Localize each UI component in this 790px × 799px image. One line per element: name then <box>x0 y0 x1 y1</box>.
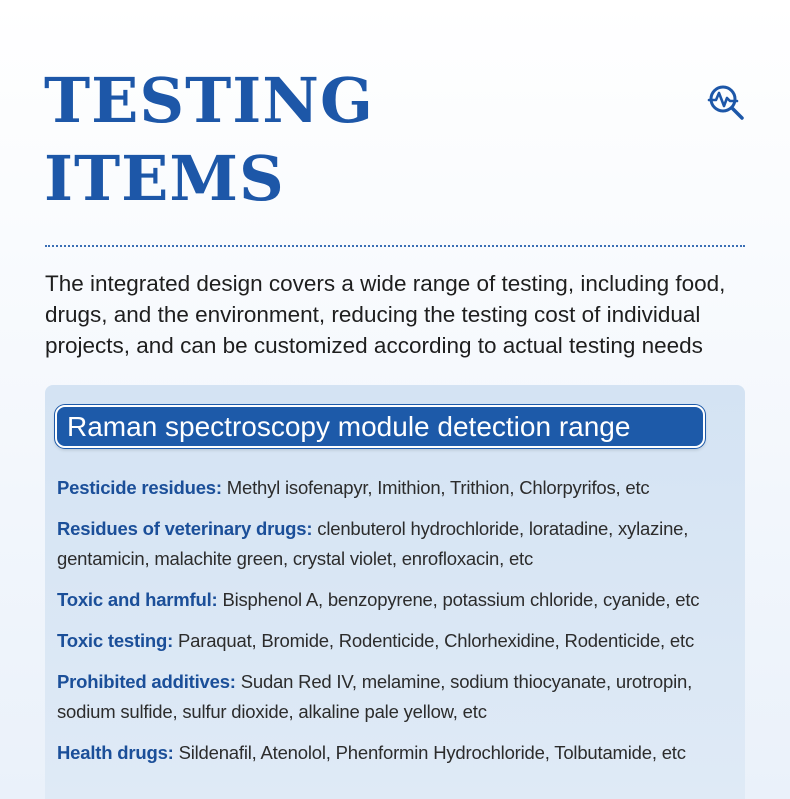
title-line-2: ITEMS <box>44 142 285 215</box>
title-line-1: TESTING <box>44 64 374 137</box>
item-text: Bisphenol A, benzopyrene, potassium chloride, cyanide, etc <box>217 589 700 610</box>
search-pulse-icon <box>706 82 746 122</box>
item-text: clenbuterol hydrochloride, loratadine, xylazine, gentamicin, malachite green, crystal violet, enrofloxacin, etc <box>57 518 689 569</box>
dotted-divider <box>45 245 745 247</box>
item-text: Methyl isofenapyr, Imithion, Trithion, Chlorpyrifos, etc <box>221 477 650 498</box>
item-label: Health drugs: <box>57 742 174 763</box>
list-item <box>57 738 743 768</box>
item-label: Toxic and harmful: <box>57 589 218 610</box>
item-label: Pesticide residues: <box>57 477 222 498</box>
list-item <box>57 473 743 503</box>
panel-title: Raman spectroscopy module detection range <box>55 405 705 448</box>
item-text: Sudan Red IV, melamine, sodium thiocyanate, urotropin, sodium sulfide, sulfur dioxide, alkaline pale yellow, etc <box>57 671 693 722</box>
detection-range-panel <box>45 385 745 799</box>
list-item <box>57 585 743 615</box>
intro-paragraph: The integrated design covers a wide range of testing, including food, drugs, and the environment, reducing the testing cost of individual projects, and can be customized according to actual testing needs <box>45 271 726 358</box>
item-label: Toxic testing: <box>57 630 174 651</box>
list-item <box>57 667 743 727</box>
page-title <box>44 62 374 218</box>
item-label: Residues of veterinary drugs: <box>57 518 313 539</box>
item-text: Sildenafil, Atenolol, Phenformin Hydrochloride, Tolbutamide, etc <box>173 742 686 763</box>
list-item <box>57 626 743 656</box>
item-label: Prohibited additives: <box>57 671 236 692</box>
detection-items-list <box>57 473 743 779</box>
item-text: Paraquat, Bromide, Rodenticide, Chlorhexidine, Rodenticide, etc <box>173 630 695 651</box>
list-item <box>57 514 743 574</box>
